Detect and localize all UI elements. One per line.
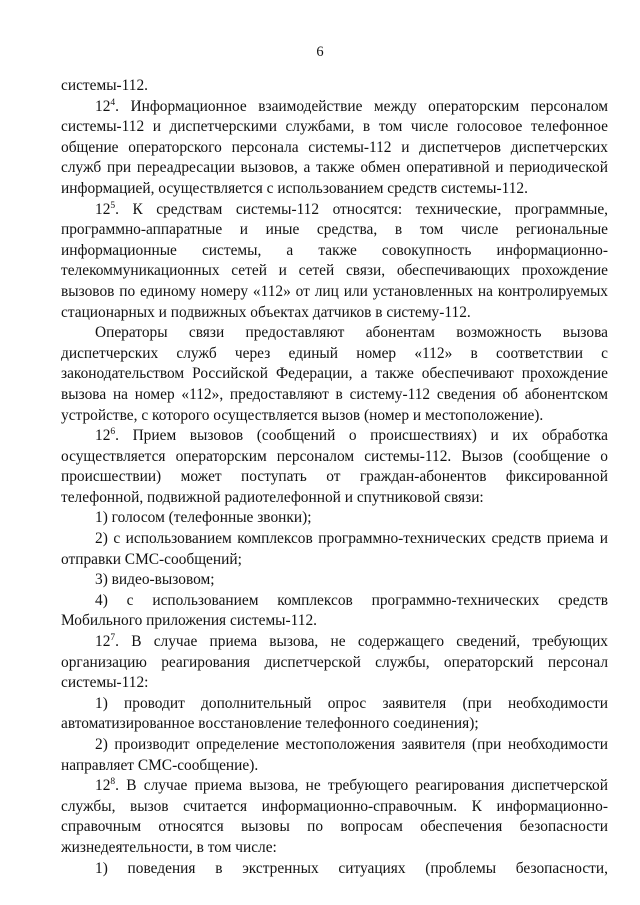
paragraph-text: . К средствам системы-112 относятся: технические, программные, программно-аппаратные и иные средства, в том числе региональные информационные системы, а также совокупность информационно-телекоммуникационных сетей и сетей связи, обеспечивающих прохождение вызовов по единому номеру «112» от лиц или установленных на контролируемых стационарных и подвижных объектах датчиков в систему-112.	[61, 200, 608, 321]
paragraph-text: . В случае приема вызова, не требующего реагирования диспетчерской службы, вызов считается информационно-справочным. К информационно-справочным относятся вызовы по вопросам обеспечения безопасности жизнедеятельности, в том числе:	[61, 777, 608, 856]
paragraph-text: . Прием вызовов (сообщений о происшествиях) и их обработка осуществляется операторским персоналом системы-112. Вызов (сообщение о происшествии) может поступать от граждан-абонентов фиксированной телефонной, подвижной радиотелефонной и спутниковой связи:	[61, 427, 608, 506]
paragraph-text: 1) проводит дополнительный опрос заявителя (при необходимости автоматизированное восстановление телефонного соединения);	[61, 694, 608, 733]
paragraph-text: 3) видео-вызовом;	[95, 571, 215, 589]
clause-number: 12	[95, 200, 111, 218]
clause-superscript: 7	[110, 633, 116, 644]
paragraph	[61, 323, 608, 426]
paragraph	[61, 200, 608, 324]
paragraph	[61, 76, 608, 97]
document-body	[61, 76, 608, 879]
paragraph-text: 2) с использованием комплексов программно-технических средств приема и отправки СМС-сообщений;	[61, 530, 608, 568]
paragraph	[61, 97, 608, 200]
paragraph	[61, 508, 608, 529]
paragraph	[61, 859, 608, 880]
clause-number: 12	[95, 633, 111, 651]
clause-superscript: 4	[110, 97, 116, 108]
clause-superscript: 6	[110, 427, 116, 438]
paragraph-text: 2) производит определение местоположения заявителя (при необходимости направляет СМС-сообщение).	[61, 736, 608, 774]
clause-superscript: 8	[110, 777, 116, 788]
paragraph	[61, 570, 608, 591]
paragraph-text: . Информационное взаимодействие между операторским персоналом системы-112 и диспетчерскими службами, в том числе голосовое телефонное общение операторского персонала системы-112 и диспетчеров диспетчерских служб при переадресации вызовов, а также обмен оперативной и периодической информацией, осуществляется с использованием средств системы-112.	[61, 97, 608, 197]
clause-number: 12	[95, 777, 111, 795]
clause-number: 12	[95, 427, 111, 445]
paragraph	[61, 426, 608, 508]
page-number: 6	[316, 44, 324, 60]
paragraph-text: системы-112.	[61, 77, 149, 94]
paragraph	[61, 632, 608, 694]
clause-superscript: 5	[110, 200, 116, 211]
paragraph	[61, 776, 608, 858]
clause-number: 12	[95, 97, 111, 115]
paragraph-text: . В случае приема вызова, не содержащего сведений, требующих организацию реагирования диспетчерской службы, операторский персонал системы-112:	[61, 633, 608, 692]
paragraph	[61, 591, 608, 632]
paragraph	[61, 694, 608, 735]
paragraph-text: Операторы связи предоставляют абонентам возможность вызова диспетчерских служб через единый номер «112» в соответствии с законодательством Российской Федерации, а также обеспечивают прохождение вызова на номер «112», предоставляют в систему-112 сведения об абонентском устройстве, с которого осуществляется вызов (номер и местоположение).	[61, 324, 608, 424]
paragraph-text: 1) голосом (телефонные звонки);	[95, 509, 312, 527]
paragraph-text: 1) поведения в экстренных ситуациях (проблемы безопасности,	[95, 859, 608, 877]
paragraph-text: 4) с использованием комплексов программно-технических средств Мобильного приложения системы-112.	[61, 591, 608, 630]
paragraph	[61, 735, 608, 776]
paragraph	[61, 529, 608, 570]
